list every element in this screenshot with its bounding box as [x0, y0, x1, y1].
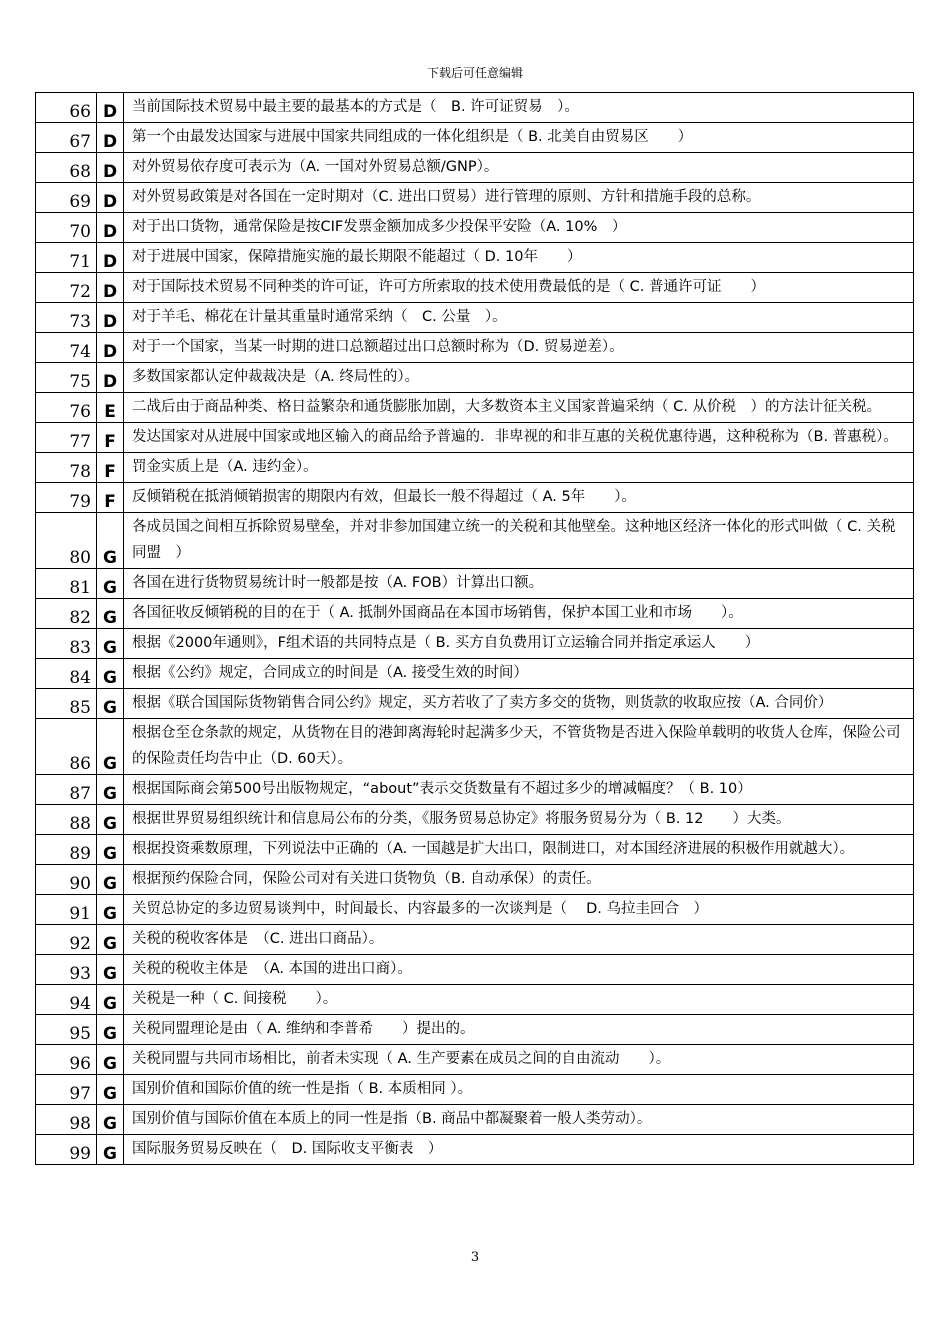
table-row — [36, 1015, 914, 1045]
index-letter: G — [97, 629, 124, 659]
table-row — [36, 183, 914, 213]
question-number: 91 — [36, 895, 97, 925]
question-text: 多数国家都认定仲裁裁决是（A. 终局性的）。 — [124, 363, 914, 393]
question-number: 79 — [36, 483, 97, 513]
table-body — [36, 93, 914, 1165]
question-text: 二战后由于商品种类、格日益繁杂和通货膨胀加剧，大多数资本主义国家普遍采纳（ C. 从价税 ）的方法计征关税。 — [124, 393, 914, 423]
question-number: 97 — [36, 1075, 97, 1105]
question-number: 89 — [36, 835, 97, 865]
index-letter: D — [97, 93, 124, 123]
index-letter: D — [97, 213, 124, 243]
question-text: 反倾销税在抵消倾销损害的期限内有效，但最长一般不得超过（ A. 5年 ）。 — [124, 483, 914, 513]
index-letter: D — [97, 183, 124, 213]
index-letter: G — [97, 689, 124, 719]
question-number: 87 — [36, 775, 97, 805]
question-number: 75 — [36, 363, 97, 393]
table-row — [36, 513, 914, 569]
question-text: 国际服务贸易反映在（ D. 国际收支平衡表 ） — [124, 1135, 914, 1165]
question-text: 发达国家对从进展中国家或地区输入的商品给予普遍的．非卑视的和非互惠的关税优惠待遇，这种税称为（B. 普惠税）。 — [124, 423, 914, 453]
index-letter: G — [97, 865, 124, 895]
question-number: 88 — [36, 805, 97, 835]
table-row — [36, 153, 914, 183]
question-number: 72 — [36, 273, 97, 303]
index-letter: G — [97, 895, 124, 925]
table-row — [36, 483, 914, 513]
question-text: 对外贸易依存度可表示为（A. 一国对外贸易总额/GNP）。 — [124, 153, 914, 183]
question-text: 第一个由最发达国家与进展中国家共同组成的一体化组织是（ B. 北美自由贸易区 ） — [124, 123, 914, 153]
index-letter: D — [97, 333, 124, 363]
question-text: 根据预约保险合同，保险公司对有关进口货物负（B. 自动承保）的责任。 — [124, 865, 914, 895]
question-number: 67 — [36, 123, 97, 153]
index-letter: G — [97, 599, 124, 629]
index-letter: D — [97, 273, 124, 303]
question-text: 当前国际技术贸易中最主要的最基本的方式是（ B. 许可证贸易 ）。 — [124, 93, 914, 123]
question-text: 关税同盟与共同市场相比，前者未实现（ A. 生产要素在成员之间的自由流动 ）。 — [124, 1045, 914, 1075]
index-letter: D — [97, 303, 124, 333]
table-row — [36, 123, 914, 153]
table-row — [36, 1105, 914, 1135]
question-number: 84 — [36, 659, 97, 689]
index-letter: E — [97, 393, 124, 423]
question-number: 68 — [36, 153, 97, 183]
index-letter: G — [97, 835, 124, 865]
index-letter: G — [97, 1045, 124, 1075]
question-number: 86 — [36, 719, 97, 775]
table-row — [36, 629, 914, 659]
index-letter: G — [97, 569, 124, 599]
question-text: 各成员国之间相互拆除贸易壁垒，并对非参加国建立统一的关税和其他壁垒。这种地区经济一体化的形式叫做（ C. 关税同盟 ） — [124, 513, 914, 569]
question-text: 关税的税收主体是 （A. 本国的进出口商）。 — [124, 955, 914, 985]
index-letter: G — [97, 659, 124, 689]
question-number: 66 — [36, 93, 97, 123]
question-number: 73 — [36, 303, 97, 333]
table-row — [36, 333, 914, 363]
index-letter: F — [97, 453, 124, 483]
question-number: 69 — [36, 183, 97, 213]
question-text: 对于国际技术贸易不同种类的许可证，许可方所索取的技术使用费最低的是（ C. 普通许可证 ） — [124, 273, 914, 303]
question-text: 对于进展中国家，保障措施实施的最长期限不能超过（ D. 10年 ） — [124, 243, 914, 273]
question-text: 根据投资乘数原理，下列说法中正确的（A. 一国越是扩大出口，限制进口，对本国经济进展的积极作用就越大）。 — [124, 835, 914, 865]
table-row — [36, 243, 914, 273]
question-text: 各国在进行货物贸易统计时一般都是按（A. FOB）计算出口额。 — [124, 569, 914, 599]
table-row — [36, 1135, 914, 1165]
question-number: 77 — [36, 423, 97, 453]
table-row — [36, 363, 914, 393]
table-row — [36, 273, 914, 303]
question-text: 根据国际商会第500号出版物规定，“about”表示交货数量有不超过多少的增减幅度？（ B. 10） — [124, 775, 914, 805]
question-text: 关税同盟理论是由（ A. 维纳和李普希 ）提出的。 — [124, 1015, 914, 1045]
question-text: 根据世界贸易组织统计和信息局公布的分类，《服务贸易总协定》将服务贸易分为（ B. 12 ）大类。 — [124, 805, 914, 835]
question-text: 各国征收反倾销税的目的在于（ A. 抵制外国商品在本国市场销售，保护本国工业和市场 ）。 — [124, 599, 914, 629]
question-text: 根据《联合国国际货物销售合同公约》规定，买方若收了了卖方多交的货物，则货款的收取应按（A. 合同价） — [124, 689, 914, 719]
question-text: 根据仓至仓条款的规定，从货物在目的港卸离海轮时起满多少天，不管货物是否进入保险单载明的收货人仓库，保险公司的保险责任均告中止（D. 60天）。 — [124, 719, 914, 775]
question-text: 罚金实质上是（A. 违约金）。 — [124, 453, 914, 483]
question-number: 82 — [36, 599, 97, 629]
index-letter: G — [97, 719, 124, 775]
table-row — [36, 93, 914, 123]
index-letter: D — [97, 153, 124, 183]
question-text: 关税的税收客体是 （C. 进出口商品）。 — [124, 925, 914, 955]
question-number: 95 — [36, 1015, 97, 1045]
index-letter: D — [97, 243, 124, 273]
table-row — [36, 569, 914, 599]
table-row — [36, 1075, 914, 1105]
table-row — [36, 303, 914, 333]
question-text: 根据《公约》规定，合同成立的时间是（A. 接受生效的时间） — [124, 659, 914, 689]
question-text: 国别价值和国际价值的统一性是指（ B. 本质相同 ）。 — [124, 1075, 914, 1105]
question-number: 78 — [36, 453, 97, 483]
table-row — [36, 985, 914, 1015]
question-text: 根据《2000年通则》，F组术语的共同特点是（ B. 买方自负费用订立运输合同并指定承运人 ） — [124, 629, 914, 659]
table-row — [36, 689, 914, 719]
question-number: 92 — [36, 925, 97, 955]
page-number: 3 — [470, 1250, 480, 1265]
index-letter: G — [97, 985, 124, 1015]
index-letter: D — [97, 123, 124, 153]
question-number: 94 — [36, 985, 97, 1015]
index-letter: F — [97, 423, 124, 453]
question-number: 99 — [36, 1135, 97, 1165]
table-row — [36, 453, 914, 483]
index-letter: G — [97, 513, 124, 569]
question-number: 80 — [36, 513, 97, 569]
index-letter: G — [97, 1135, 124, 1165]
index-letter: G — [97, 955, 124, 985]
table-row — [36, 775, 914, 805]
table-row — [36, 895, 914, 925]
index-letter: G — [97, 1105, 124, 1135]
index-letter: F — [97, 483, 124, 513]
index-letter: G — [97, 805, 124, 835]
table-row — [36, 1045, 914, 1075]
table-row — [36, 865, 914, 895]
question-answer-table — [35, 92, 914, 1165]
question-number: 96 — [36, 1045, 97, 1075]
question-number: 81 — [36, 569, 97, 599]
table-row — [36, 955, 914, 985]
table-row — [36, 423, 914, 453]
question-text: 国别价值与国际价值在本质上的同一性是指（B. 商品中都凝聚着一般人类劳动）。 — [124, 1105, 914, 1135]
question-number: 83 — [36, 629, 97, 659]
table-row — [36, 599, 914, 629]
question-text: 关税是一种（ C. 间接税 ）。 — [124, 985, 914, 1015]
question-text: 对于一个国家，当某一时期的进口总额超过出口总额时称为（D. 贸易逆差）。 — [124, 333, 914, 363]
question-number: 93 — [36, 955, 97, 985]
table-row — [36, 213, 914, 243]
question-text: 对外贸易政策是对各国在一定时期对（C. 进出口贸易）进行管理的原则、方针和措施手段的总称。 — [124, 183, 914, 213]
question-number: 90 — [36, 865, 97, 895]
question-text: 关贸总协定的多边贸易谈判中，时间最长、内容最多的一次谈判是（ D. 乌拉圭回合 ） — [124, 895, 914, 925]
question-number: 76 — [36, 393, 97, 423]
question-number: 70 — [36, 213, 97, 243]
table-row — [36, 805, 914, 835]
index-letter: G — [97, 925, 124, 955]
table-row — [36, 659, 914, 689]
table-row — [36, 835, 914, 865]
table-row — [36, 393, 914, 423]
table-row — [36, 925, 914, 955]
index-letter: D — [97, 363, 124, 393]
table-row — [36, 719, 914, 775]
index-letter: G — [97, 1075, 124, 1105]
question-text: 对于羊毛、棉花在计量其重量时通常采纳（ C. 公量 ）。 — [124, 303, 914, 333]
question-number: 74 — [36, 333, 97, 363]
question-number: 98 — [36, 1105, 97, 1135]
index-letter: G — [97, 1015, 124, 1045]
question-number: 85 — [36, 689, 97, 719]
index-letter: G — [97, 775, 124, 805]
page-header: 下载后可任意编辑 — [426, 66, 523, 80]
question-text: 对于出口货物，通常保险是按CIF发票金额加成多少投保平安险（A. 10% ） — [124, 213, 914, 243]
question-number: 71 — [36, 243, 97, 273]
